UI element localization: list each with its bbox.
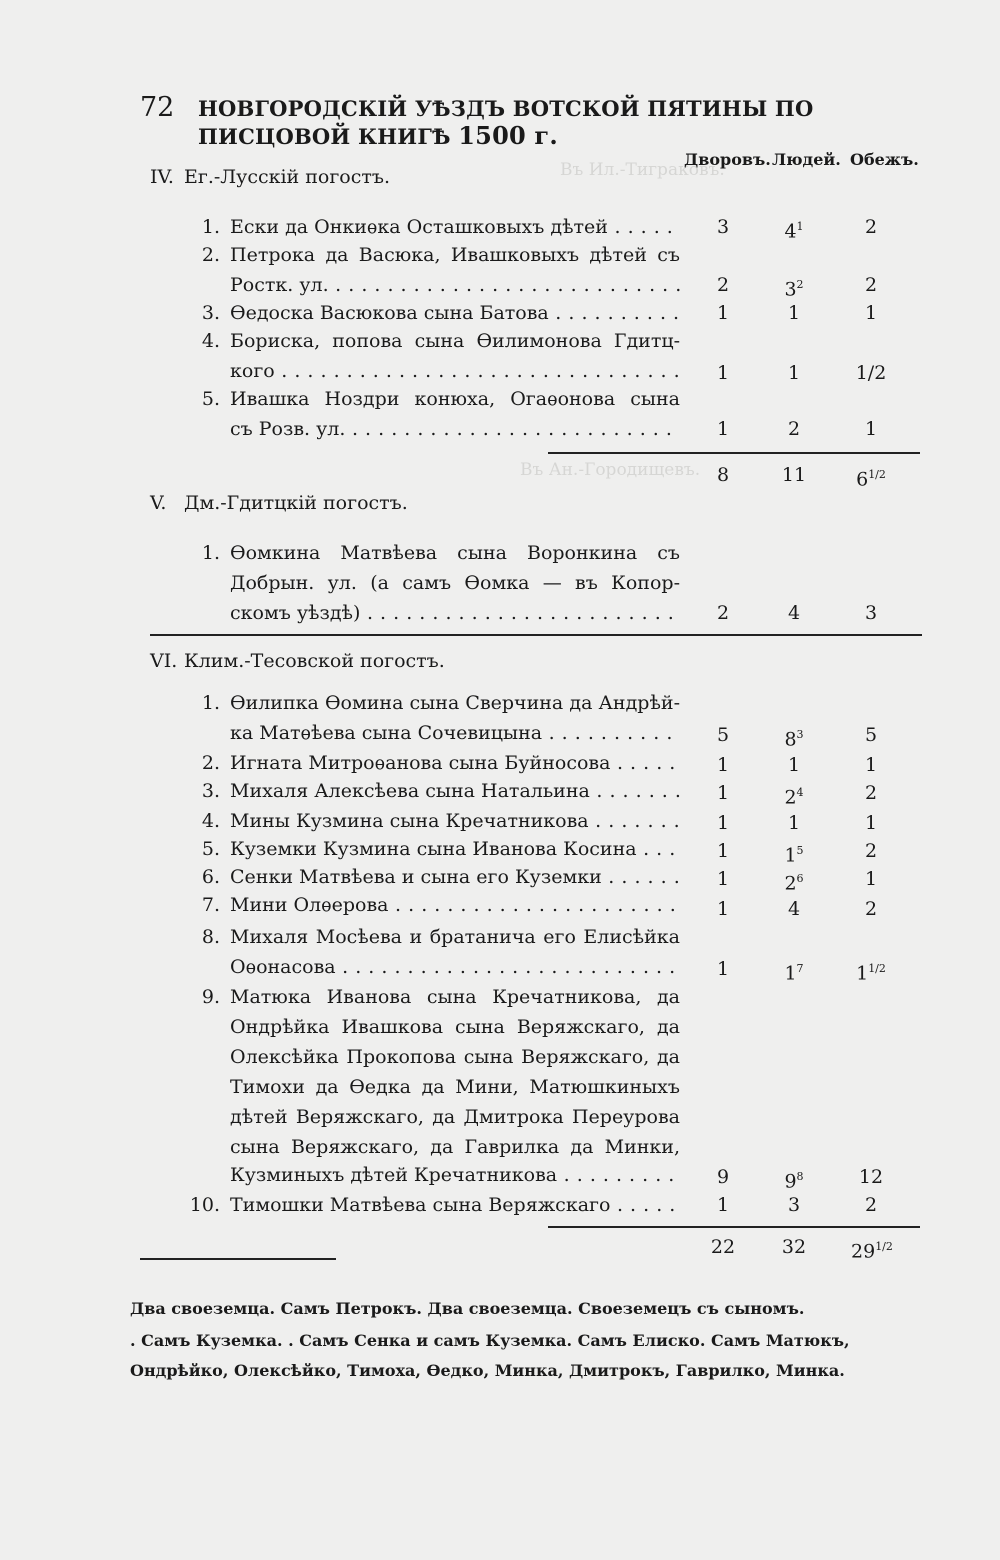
section-name: Клим.-Тесовской погостъ. <box>184 650 445 672</box>
entry-text: Оѳонасова . . . <box>230 952 680 982</box>
value-households: 1 <box>716 418 730 440</box>
entry-number: 4. <box>201 810 220 832</box>
value-obzhi: 1/2 <box>855 362 887 384</box>
value-people: 1 <box>787 812 801 834</box>
value-obzhi: 1 <box>864 418 878 440</box>
value-obzhi: 2 <box>864 898 878 920</box>
value: 1 <box>784 844 797 867</box>
entry-number: 1. <box>201 542 220 564</box>
value: 29 <box>851 1240 876 1263</box>
value-people: 1 <box>787 302 801 324</box>
value-obzhi: 2 <box>864 274 878 296</box>
section-heading <box>150 166 390 188</box>
entry-line <box>180 748 680 778</box>
entry-line <box>180 384 680 414</box>
column-head-people: Людей. <box>772 150 841 169</box>
entry-number: 3. <box>201 780 220 802</box>
entry-text: ка Матѳѣева сына Сочевицына . . . <box>230 718 680 748</box>
entry-line <box>180 776 680 806</box>
entry-text: Ески да Онкиѳка Осташковыхъ дѣтей . . . <box>230 212 680 242</box>
value-households: 9 <box>716 1166 730 1188</box>
value: 2 <box>784 872 797 895</box>
title-text: НОВГОРОДСКІЙ УѢЗДЪ ВОТСКОЙ ПЯТИНЫ ПО ПИСЦОВОЙ КНИГѢ <box>198 96 814 149</box>
entry-line-cont <box>180 1042 680 1072</box>
bleed-through: Въ Ан.-Городищевъ. <box>520 460 701 480</box>
fraction: 1/2 <box>875 1240 893 1253</box>
entry-text: Куземки Кузмина сына Иванова Косина . . . <box>230 834 680 864</box>
entry-text: Мины Кузмина сына Кречатникова . . . <box>230 806 680 836</box>
footnote-line <box>130 1294 930 1324</box>
value: 1 <box>856 962 869 985</box>
entry-text: Ондрѣйка Ивашкова сына Веряжскаго, да <box>230 1016 680 1038</box>
footnote-marker: 6 <box>796 872 804 885</box>
total-households: 22 <box>710 1236 736 1258</box>
value-households: 1 <box>716 958 730 980</box>
value-households: 5 <box>716 724 730 746</box>
section-heading <box>150 492 408 514</box>
entry-text: Тимошки Матвѣева сына Веряжскаго . . . <box>230 1190 680 1220</box>
value-households: 1 <box>716 362 730 384</box>
value-people: 3 <box>787 1194 801 1216</box>
running-head <box>140 92 880 150</box>
value: 2 <box>784 786 797 809</box>
value-people: 4 <box>787 602 801 624</box>
value: 4 <box>784 220 797 243</box>
entry-line-cont <box>180 1012 680 1042</box>
total-obzhi <box>851 460 891 494</box>
entry-line-cont <box>180 270 680 300</box>
value-households: 1 <box>716 812 730 834</box>
entry-text: съ Розв. ул. . . . <box>230 414 680 444</box>
entry-text: Ѳилипка Ѳомина сына Сверчина да Андрѣй- <box>230 692 680 714</box>
footnote-marker: 2 <box>796 278 804 291</box>
value-people: 2 <box>787 418 801 440</box>
value-obzhi: 2 <box>864 1194 878 1216</box>
entry-text: Михаля Алексѣева сына Натальина . . . <box>230 776 680 806</box>
footnote-marker: 7 <box>796 962 804 975</box>
section-rule <box>150 634 922 636</box>
entry-line-cont <box>180 356 680 386</box>
entry-line <box>180 834 680 864</box>
entry-text: Бориска, попова сына Ѳилимонова Гдитц- <box>230 330 680 352</box>
value-obzhi: 1 <box>864 868 878 890</box>
entry-line-cont <box>180 1102 680 1132</box>
page-title <box>198 96 880 150</box>
value-households: 1 <box>716 898 730 920</box>
entry-line-cont <box>180 1160 680 1190</box>
entry-line-cont <box>180 1072 680 1102</box>
title-year: 1500 г. <box>458 121 558 150</box>
entry-line <box>180 240 680 270</box>
value-obzhi: 1 <box>864 302 878 324</box>
entry-line-cont <box>180 414 680 444</box>
entry-number: 7. <box>201 894 220 916</box>
section-roman: V. <box>150 492 167 514</box>
value-obzhi <box>851 954 891 988</box>
bleed-through: Въ Ил.-Тиграковъ. <box>560 160 725 180</box>
entry-text: Петрока да Васюка, Ивашковыхъ дѣтей съ <box>230 244 680 266</box>
section-name: Ег.-Лусскій погостъ. <box>184 166 391 188</box>
fraction: 1/2 <box>868 962 886 975</box>
footnote-marker: 3 <box>796 728 804 741</box>
value-people <box>774 954 814 988</box>
entry-line <box>180 212 680 242</box>
entry-text: Ростк. ул. . . . <box>230 270 680 300</box>
entry-number: 1. <box>201 216 220 238</box>
entry-line-cont <box>180 718 680 748</box>
entry-text: Кузминыхъ дѣтей Кречатникова . . . <box>230 1160 680 1190</box>
value-people: 1 <box>787 754 801 776</box>
entry-text: Тимохи да Ѳедка да Мини, Матюшкиныхъ <box>230 1076 680 1098</box>
entry-text: дѣтей Веряжскаго, да Дмитрока Переурова <box>230 1106 680 1128</box>
value-households: 1 <box>716 1194 730 1216</box>
entry-line <box>180 982 680 1012</box>
value-obzhi: 12 <box>858 1166 884 1188</box>
value-households: 1 <box>716 840 730 862</box>
entry-line <box>180 1190 680 1220</box>
footnote-text: Два своеземца. Самъ Петрокъ. Два своеземца. Своеземецъ съ сыномъ. <box>130 1299 805 1318</box>
sum-rule <box>548 1226 920 1228</box>
entry-line-cont <box>180 1132 680 1162</box>
value: 3 <box>784 278 797 301</box>
footnote-text: Ондрѣйко, Олексѣйко, Тимоха, Ѳедко, Минка, Дмитрокъ, Гаврилко, Минка. <box>130 1361 845 1380</box>
entry-number: 6. <box>201 866 220 888</box>
entry-text: скомъ уѣздѣ) . . . <box>230 598 680 628</box>
value-households: 1 <box>716 302 730 324</box>
entry-number: 9. <box>201 986 220 1008</box>
entry-line <box>180 922 680 952</box>
total-households: 8 <box>716 464 730 486</box>
section-name: Дм.-Гдитцкій погостъ. <box>184 492 408 514</box>
section-roman: IV. <box>150 166 174 188</box>
entry-line <box>180 326 680 356</box>
entry-text: Ѳомкина Матвѣева сына Воронкина съ <box>230 542 680 564</box>
value-obzhi: 3 <box>864 602 878 624</box>
total-obzhi <box>851 1232 891 1266</box>
footnote-marker: 4 <box>796 786 804 799</box>
page-number: 72 <box>140 92 175 123</box>
sum-rule <box>548 452 920 454</box>
fraction: 1/2 <box>868 468 886 481</box>
entry-line-cont <box>180 952 680 982</box>
value-obzhi: 1 <box>864 754 878 776</box>
value-people: 4 <box>787 898 801 920</box>
entry-text: Мини Олѳерова . . . <box>230 890 680 920</box>
value-obzhi: 2 <box>864 216 878 238</box>
footnote-marker: 8 <box>796 1170 804 1183</box>
entry-number: 10. <box>189 1194 220 1216</box>
footnote-marker: 1 <box>796 220 804 233</box>
entry-line <box>180 538 680 568</box>
section-roman: VI. <box>150 650 178 672</box>
entry-line-cont <box>180 598 680 628</box>
entry-text: Михаля Мосѣева и братанича его Елисѣйка <box>230 926 680 948</box>
entry-text: сына Веряжскаго, да Гаврилка да Минки, <box>230 1136 680 1158</box>
entry-text: Матюка Иванова сына Кречатникова, да <box>230 986 680 1008</box>
entry-text: Игната Митроѳанова сына Буйносова . . . <box>230 748 680 778</box>
value-households: 2 <box>716 602 730 624</box>
entry-number: 2. <box>201 244 220 266</box>
value-people: 1 <box>787 362 801 384</box>
value-households: 1 <box>716 868 730 890</box>
entry-line-cont <box>180 568 680 598</box>
entry-line <box>180 890 680 920</box>
entry-number: 3. <box>201 302 220 324</box>
entry-line <box>180 298 680 328</box>
value: 9 <box>784 1170 797 1193</box>
entry-line <box>180 688 680 718</box>
value: 1 <box>784 962 797 985</box>
value-households: 1 <box>716 782 730 804</box>
entry-line <box>180 862 680 892</box>
footnote-text: . Самъ Куземка. . Самъ Сенка и самъ Куземка. Самъ Елиско. Самъ Матюкъ, <box>130 1331 850 1350</box>
entry-number: 2. <box>201 752 220 774</box>
section-heading <box>150 650 445 672</box>
entry-number: 1. <box>201 692 220 714</box>
column-head-obzhi: Обежъ. <box>850 150 919 169</box>
value-people <box>774 212 814 246</box>
value-obzhi: 1 <box>864 812 878 834</box>
entry-text: Ивашка Ноздри конюха, Огаѳонова сына <box>230 388 680 410</box>
value-obzhi: 5 <box>864 724 878 746</box>
entry-line <box>180 806 680 836</box>
entry-number: 5. <box>201 388 220 410</box>
entry-number: 8. <box>201 926 220 948</box>
footnote-line <box>130 1356 930 1386</box>
entry-text: Добрын. ул. (а самъ Ѳомка — въ Копор- <box>230 572 680 594</box>
entry-number: 5. <box>201 838 220 860</box>
value-households: 1 <box>716 754 730 776</box>
value-households: 2 <box>716 274 730 296</box>
value: 6 <box>856 468 869 491</box>
footnote-marker: 5 <box>796 844 804 857</box>
entry-number: 4. <box>201 330 220 352</box>
value-obzhi: 2 <box>864 782 878 804</box>
total-people: 32 <box>781 1236 807 1258</box>
entry-text: Ѳедоска Васюкова сына Батова . . . <box>230 298 680 328</box>
value-households: 3 <box>716 216 730 238</box>
column-head-households: Дворовъ. <box>684 150 771 169</box>
entry-text: Олексѣйка Прокопова сына Веряжскаго, да <box>230 1046 680 1068</box>
total-people: 11 <box>781 464 807 486</box>
value: 8 <box>784 728 797 751</box>
value-obzhi: 2 <box>864 840 878 862</box>
footnote-line <box>130 1326 930 1356</box>
entry-text: кого . . . <box>230 356 680 386</box>
footnote-rule <box>140 1258 336 1260</box>
entry-text: Сенки Матвѣева и сына его Куземки . . . <box>230 862 680 892</box>
